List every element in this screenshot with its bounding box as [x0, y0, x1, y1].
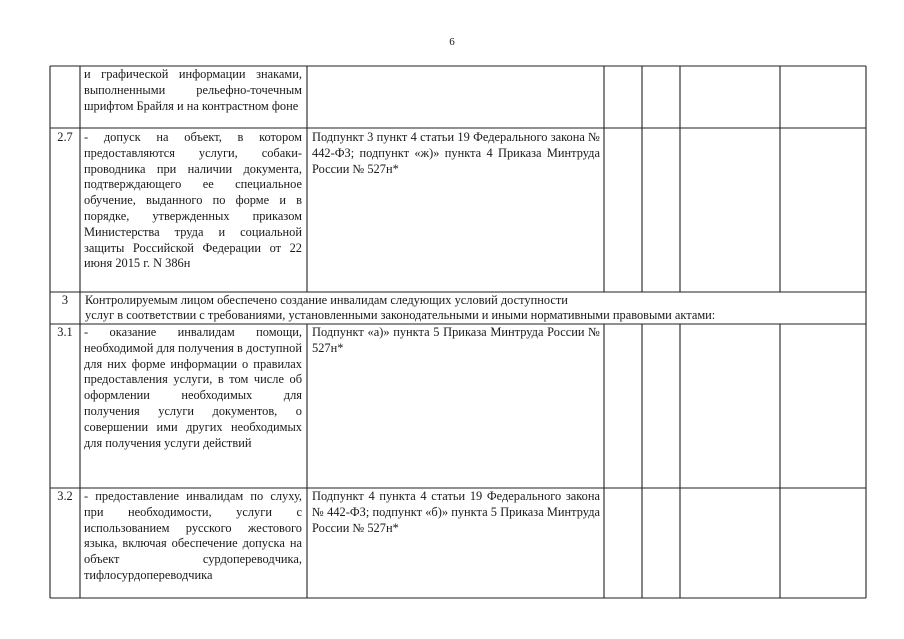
table-row-requirement: - допуск на объект, в котором предоставляются услуги, собаки-проводника при наличии документа, подтверждающего ее специальное обучение, выданного по форме и в порядке, утвержденных приказом Министерства труда и социальной защиты Российской Федерации от 22 июня 2015 г. N 386н	[84, 130, 302, 271]
table-row-requirement: и графической информации знаками, выполненными рельефно-точечным шрифтом Брайля и на контрастном фоне	[84, 67, 302, 113]
table-row-number: 3.2	[57, 489, 73, 503]
section-number: 3	[61, 293, 69, 307]
page-number: 6	[449, 36, 455, 48]
table-row-number: 3.1	[57, 325, 73, 339]
section-heading-line1: Контролируемым лицом обеспечено создание инвалидам следующих условий доступности	[85, 293, 568, 307]
table-row-basis: Подпункт 4 пункта 4 статьи 19 Федерального закона № 442-ФЗ; подпункт «б)» пункта 5 Приказа Минтруда России № 527н*	[312, 489, 600, 535]
section-heading-line2: услуг в соответствии с требованиями, установленными законодательными и иными нормативными правовыми актами:	[85, 308, 716, 322]
table-row-requirement: - оказание инвалидам помощи, необходимой для получения в доступной для них форме информации о правилах предоставления услуги, в том числе об оформлении необходимых для получения услуги документов, о совершении ими других необходимых для получения услуги действий	[84, 325, 302, 450]
table-row-requirement: - предоставление инвалидам по слуху, при необходимости, услуги с использованием русского жестового языка, включая обеспечение допуска на объект сурдопереводчика, тифлосурдопереводчика	[84, 489, 302, 582]
table-row-basis: Подпункт 3 пункт 4 статьи 19 Федерального закона № 442-ФЗ; подпункт «ж)» пункта 4 Приказа Минтруда России № 527н*	[312, 130, 600, 176]
table-row-basis: Подпункт «а)» пункта 5 Приказа Минтруда России № 527н*	[312, 325, 600, 355]
table-row-number: 2.7	[57, 130, 73, 144]
